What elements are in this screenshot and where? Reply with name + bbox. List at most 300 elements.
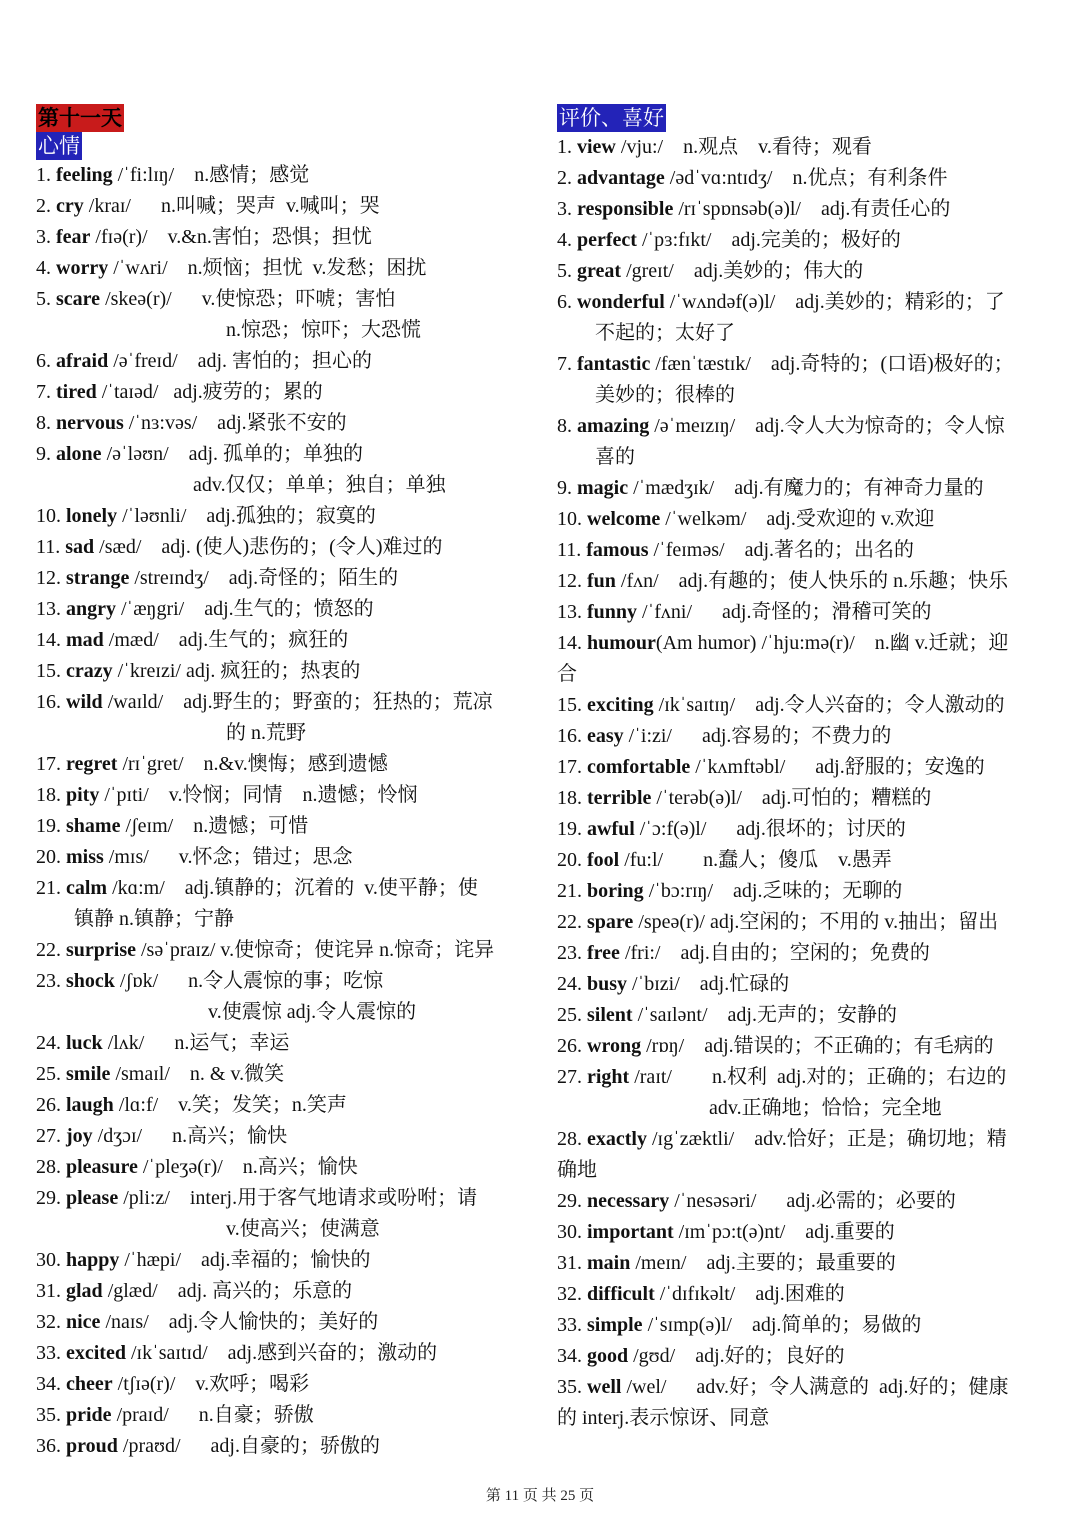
entry-word: exciting (587, 694, 654, 716)
entry-word: responsible (577, 198, 674, 220)
entry-word: boring (587, 880, 644, 902)
entry-word: main (587, 1252, 631, 1274)
vocab-entry (557, 721, 1055, 752)
entry-word: perfect (577, 229, 637, 251)
entry-number: 29. (557, 1190, 582, 1212)
entry-word: amazing (577, 415, 650, 437)
vocab-entry (557, 628, 1055, 659)
entry-definition: /mɪs/ v.怀念；错过；思念 (103, 846, 353, 868)
entry-number: 27. (557, 1066, 582, 1088)
entry-definition: /əˈləʊn/ adj. 孤单的；单独的 (101, 443, 364, 465)
entry-definition: /ˈpɜ:fɪkt/ adj.完美的；极好的 (636, 229, 901, 251)
vocab-entry (557, 1310, 1055, 1341)
entry-number: 19. (36, 815, 61, 837)
vocab-entry (36, 1276, 536, 1307)
entry-word: right (587, 1066, 630, 1088)
entry-number: 20. (557, 849, 582, 871)
entry-number: 27. (36, 1125, 61, 1147)
entry-continuation (36, 997, 536, 1028)
vocab-entry (36, 253, 536, 284)
entry-definition: /raɪt/ n.权利 adj.对的；正确的；右边的 (629, 1066, 1007, 1088)
right-column (557, 104, 1055, 1434)
vocab-entry (36, 842, 536, 873)
vocab-entry (36, 377, 536, 408)
entry-word: famous (586, 539, 649, 561)
entry-definition: /əˈmeɪzɪŋ/ adj.令人大为惊奇的；令人惊 (649, 415, 1005, 437)
entry-number: 14. (36, 629, 61, 651)
entry-definition: /ˈsɪmp(ə)l/ adj.简单的；易做的 (642, 1314, 922, 1336)
entry-number: 6. (36, 350, 51, 372)
entry-number: 11. (557, 539, 582, 561)
entry-number: 28. (557, 1128, 582, 1150)
entry-definition: /ˈbɪzi/ adj.忙碌的 (627, 973, 790, 995)
entry-word: view (577, 136, 616, 158)
entry-number: 17. (36, 753, 61, 775)
entry-continuation-text: adv.正确地；恰恰；完全地 (709, 1097, 942, 1119)
entry-definition: /ˈfi:lɪŋ/ n.感情；感觉 (112, 164, 310, 186)
entry-continuation (557, 1403, 1055, 1434)
vocab-entry (557, 814, 1055, 845)
vocab-entry (557, 535, 1055, 566)
vocab-entry (557, 566, 1055, 597)
entry-definition: /kɑ:m/ adj.镇静的；沉着的 v.使平静；使 (107, 877, 478, 899)
vocab-entry (557, 752, 1055, 783)
entry-number: 12. (36, 567, 61, 589)
vocab-entry (36, 687, 536, 718)
entry-word: humour (587, 632, 656, 654)
entry-definition: /ˈwelkəm/ adj.受欢迎的 v.欢迎 (660, 508, 935, 530)
vocab-entry (557, 876, 1055, 907)
entry-definition: /vju:/ n.观点 v.看待；观看 (615, 136, 872, 158)
entry-word: regret (66, 753, 118, 775)
vocab-entry (36, 284, 536, 315)
entry-definition: /glæd/ adj. 高兴的；乐意的 (102, 1280, 353, 1302)
entry-number: 11. (36, 536, 61, 558)
entry-word: terrible (587, 787, 652, 809)
entry-number: 25. (36, 1063, 61, 1085)
entry-number: 13. (557, 601, 582, 623)
entry-continuation-text: 合 (557, 663, 577, 685)
vocab-entry (36, 811, 536, 842)
entry-definition: /praʊd/ adj.自豪的；骄傲的 (117, 1435, 380, 1457)
entry-number: 24. (36, 1032, 61, 1054)
entry-definition: /əˈfreɪd/ adj. 害怕的；担心的 (108, 350, 373, 372)
entry-word: fool (587, 849, 620, 871)
entry-number: 15. (557, 694, 582, 716)
entry-number: 1. (36, 164, 51, 186)
entry-definition: /ˈterəb(ə)l/ adj.可怕的；糟糕的 (651, 787, 932, 809)
entry-number: 32. (36, 1311, 61, 1333)
entry-word: fantastic (577, 353, 651, 375)
vocab-entry (557, 1279, 1055, 1310)
vocab-entry (36, 780, 536, 811)
vocab-entry (36, 1431, 536, 1462)
entry-definition: /wel/ adv.好；令人满意的 adj.好的；健康 (621, 1376, 1009, 1398)
entry-number: 4. (557, 229, 572, 251)
vocab-entry (36, 1307, 536, 1338)
entry-word: nervous (56, 412, 124, 434)
vocab-entry (557, 1341, 1055, 1372)
entry-number: 1. (557, 136, 572, 158)
entry-number: 30. (36, 1249, 61, 1271)
entry-word: tired (56, 381, 97, 403)
vocab-entry (36, 346, 536, 377)
entry-number: 12. (557, 570, 582, 592)
entry-continuation-text: adv.仅仅；单单；独自；单独 (193, 474, 446, 496)
entry-word: afraid (56, 350, 109, 372)
entry-definition: /fɪə(r)/ v.&n.害怕；恐惧；担忧 (90, 226, 372, 248)
vocab-entry (557, 225, 1055, 256)
entry-word: angry (66, 598, 116, 620)
entry-word: calm (66, 877, 108, 899)
vocab-entry (557, 194, 1055, 225)
word-list-mood (36, 160, 536, 1462)
entry-definition: /ˈnɜ:vəs/ adj.紧张不安的 (123, 412, 347, 434)
entry-definition: /ˈpɪti/ v.怜悯；同情 n.遗憾；怜悯 (99, 784, 418, 806)
entry-number: 14. (557, 632, 582, 654)
entry-number: 36. (36, 1435, 61, 1457)
entry-number: 2. (36, 195, 51, 217)
entry-definition: /ˈbɔ:rɪŋ/ adj.乏味的；无聊的 (643, 880, 903, 902)
entry-definition: /ɪgˈzæktli/ adv.恰好；正是；确切地；精 (646, 1128, 1007, 1150)
entry-definition: /greɪt/ adj.美妙的；伟大的 (621, 260, 864, 282)
entry-number: 35. (557, 1376, 582, 1398)
category-heading-evaluation: 评价、喜好 (559, 106, 664, 130)
page-footer: 第 11 页 共 25 页 (485, 1488, 595, 1504)
vocab-entry (36, 1369, 536, 1400)
vocab-entry (36, 408, 536, 439)
entry-definition: /tʃɪə(r)/ v.欢呼；喝彩 (112, 1373, 310, 1395)
entry-number: 24. (557, 973, 582, 995)
entry-definition: /waɪld/ adj.野生的；野蛮的；狂热的；荒凉 (102, 691, 493, 713)
entry-number: 31. (36, 1280, 61, 1302)
entry-number: 16. (36, 691, 61, 713)
entry-definition: /ɪmˈpɔ:t(ə)nt/ adj.重要的 (673, 1221, 895, 1243)
entry-word: difficult (587, 1283, 655, 1305)
entry-number: 10. (557, 508, 582, 530)
entry-definition: /ˈdɪfɪkəlt/ adj.困难的 (654, 1283, 845, 1305)
vocab-entry (557, 690, 1055, 721)
entry-word: welcome (587, 508, 661, 530)
entry-number: 23. (36, 970, 61, 992)
vocab-entry (557, 1248, 1055, 1279)
entry-word: simple (587, 1314, 643, 1336)
entry-number: 13. (36, 598, 61, 620)
entry-definition: (Am humor) /ˈhju:mə(r)/ n.幽 v.迁就；迎 (655, 632, 1009, 654)
vocab-entry (557, 132, 1055, 163)
entry-number: 29. (36, 1187, 61, 1209)
entry-definition: /fu:l/ n.蠢人；傻瓜 v.愚弄 (619, 849, 892, 871)
entry-definition: /ʃeɪm/ n.遗憾；可惜 (120, 815, 309, 837)
entry-definition: /ˈləʊnli/ adj.孤独的；寂寞的 (117, 505, 376, 527)
entry-definition: /kraɪ/ n.叫喊；哭声 v.喊叫；哭 (83, 195, 380, 217)
entry-number: 7. (36, 381, 51, 403)
entry-continuation-text: v.使震惊 adj.令人震惊的 (208, 1001, 417, 1023)
vocab-entry (36, 1090, 536, 1121)
vocab-entry (36, 1121, 536, 1152)
entry-definition: /ɪkˈsaɪtɪd/ adj.感到兴奋的；激动的 (125, 1342, 438, 1364)
entry-number: 28. (36, 1156, 61, 1178)
entry-definition: /ˈtaɪəd/ adj.疲劳的；累的 (96, 381, 323, 403)
vocab-entry (36, 625, 536, 656)
entry-continuation (557, 442, 1055, 473)
entry-word: proud (66, 1435, 118, 1457)
day-title: 第十一天 (38, 106, 122, 130)
entry-definition: /ədˈvɑ:ntɪdʒ/ n.优点；有利条件 (664, 167, 948, 189)
entry-continuation-text: 美妙的；很棒的 (595, 384, 735, 406)
vocab-entry (557, 938, 1055, 969)
entry-word: pleasure (66, 1156, 138, 1178)
entry-continuation (36, 904, 536, 935)
entry-word: good (587, 1345, 629, 1367)
vocab-entry (36, 1338, 536, 1369)
entry-number: 25. (557, 1004, 582, 1026)
entry-definition: /gʊd/ adj.好的；良好的 (628, 1345, 845, 1367)
vocab-entry (557, 504, 1055, 535)
entry-word: please (66, 1187, 119, 1209)
entry-definition: /ˈi:zi/ adj.容易的；不费力的 (623, 725, 892, 747)
vocab-entry (36, 563, 536, 594)
vocab-entry (557, 1062, 1055, 1093)
entry-number: 5. (36, 288, 51, 310)
entry-word: spare (587, 911, 634, 933)
left-column (36, 104, 536, 1462)
entry-word: important (587, 1221, 674, 1243)
entry-definition: /smaɪl/ n. & v.微笑 (110, 1063, 285, 1085)
vocab-entry (557, 1031, 1055, 1062)
entry-definition: /mæd/ adj.生气的；疯狂的 (103, 629, 349, 651)
entry-number: 34. (36, 1373, 61, 1395)
entry-word: free (587, 942, 620, 964)
entry-continuation-text: 镇静 n.镇静；宁静 (74, 908, 234, 930)
entry-definition: /ˈnesəsəri/ adj.必需的；必要的 (669, 1190, 956, 1212)
vocab-entry (36, 966, 536, 997)
entry-number: 17. (557, 756, 582, 778)
entry-word: silent (587, 1004, 633, 1026)
vocab-entry (557, 349, 1055, 380)
entry-continuation-text: 喜的 (595, 446, 635, 468)
vocab-entry (557, 256, 1055, 287)
entry-word: pride (66, 1404, 112, 1426)
entry-word: advantage (577, 167, 665, 189)
entry-definition: /ˈpleʒə(r)/ n.高兴；愉快 (137, 1156, 358, 1178)
vocab-entry (557, 163, 1055, 194)
entry-definition: /naɪs/ adj.令人愉快的；美好的 (100, 1311, 379, 1333)
entry-definition: /skeə(r)/ v.使惊恐；吓唬；害怕 (100, 288, 396, 310)
vocab-entry (36, 532, 536, 563)
entry-word: luck (66, 1032, 103, 1054)
entry-definition: /rɪˈgret/ n.&v.懊悔；感到遗憾 (117, 753, 388, 775)
entry-definition: /ɪkˈsaɪtɪŋ/ adj.令人兴奋的；令人激动的 (653, 694, 1005, 716)
entry-word: shock (66, 970, 115, 992)
entry-continuation-text: 的 n.荒野 (226, 722, 306, 744)
entry-word: awful (587, 818, 635, 840)
entry-number: 30. (557, 1221, 582, 1243)
entry-number: 10. (36, 505, 61, 527)
entry-word: shame (66, 815, 121, 837)
entry-word: wrong (587, 1035, 642, 1057)
vocab-entry (36, 935, 536, 966)
vocab-entry (36, 1059, 536, 1090)
entry-word: glad (66, 1280, 103, 1302)
entry-word: joy (66, 1125, 93, 1147)
entry-number: 26. (36, 1094, 61, 1116)
entry-number: 3. (36, 226, 51, 248)
entry-definition: /pli:z/ interj.用于客气地请求或吩咐；请 (118, 1187, 478, 1209)
vocab-entry (557, 845, 1055, 876)
entry-word: cry (56, 195, 84, 217)
entry-word: funny (587, 601, 638, 623)
entry-number: 33. (36, 1342, 61, 1364)
entry-definition: /meɪn/ adj.主要的；最重要的 (630, 1252, 896, 1274)
vocab-entry (36, 160, 536, 191)
entry-number: 33. (557, 1314, 582, 1336)
entry-word: sad (65, 536, 95, 558)
entry-definition: /ˈɔ:f(ə)l/ adj.很坏的；讨厌的 (634, 818, 906, 840)
entry-word: fun (587, 570, 616, 592)
entry-number: 8. (557, 415, 572, 437)
entry-word: laugh (66, 1094, 114, 1116)
entry-word: busy (587, 973, 628, 995)
entry-definition: /ˈhæpi/ adj.幸福的；愉快的 (119, 1249, 371, 1271)
entry-word: necessary (587, 1190, 670, 1212)
entry-number: 32. (557, 1283, 582, 1305)
entry-word: scare (56, 288, 101, 310)
entry-number: 9. (36, 443, 51, 465)
entry-number: 6. (557, 291, 572, 313)
entry-number: 22. (36, 939, 61, 961)
word-list-evaluation (557, 132, 1055, 1434)
entry-word: lonely (66, 505, 118, 527)
entry-definition: /speə(r)/ adj.空闲的；不用的 v.抽出；留出 (633, 911, 999, 933)
entry-continuation (557, 1093, 1055, 1124)
vocab-entry (36, 501, 536, 532)
vocab-entry (557, 1217, 1055, 1248)
entry-number: 15. (36, 660, 61, 682)
entry-definition: /lʌk/ n.运气；幸运 (102, 1032, 290, 1054)
entry-word: feeling (56, 164, 113, 186)
entry-number: 4. (36, 257, 51, 279)
entry-definition: /rɒŋ/ adj.错误的；不正确的；有毛病的 (641, 1035, 994, 1057)
vocab-entry (557, 287, 1055, 318)
entry-definition: /ˈsaɪlənt/ adj.无声的；安静的 (632, 1004, 897, 1026)
entry-word: great (577, 260, 622, 282)
vocab-entry (557, 783, 1055, 814)
entry-word: exactly (587, 1128, 647, 1150)
entry-number: 26. (557, 1035, 582, 1057)
entry-number: 2. (557, 167, 572, 189)
entry-number: 3. (557, 198, 572, 220)
entry-word: happy (66, 1249, 120, 1271)
entry-definition: /sæd/ adj. (使人)悲伤的；(令人)难过的 (94, 536, 443, 558)
entry-number: 21. (557, 880, 582, 902)
vocab-entry (36, 594, 536, 625)
entry-continuation-text: n.惊恐；惊吓；大恐慌 (226, 319, 421, 341)
entry-word: excited (66, 1342, 126, 1364)
entry-continuation (36, 1214, 536, 1245)
entry-continuation (557, 318, 1055, 349)
entry-word: alone (56, 443, 102, 465)
entry-definition: /ˈfʌni/ adj.奇怪的；滑稽可笑的 (637, 601, 932, 623)
entry-definition: /praɪd/ n.自豪；骄傲 (111, 1404, 314, 1426)
entry-word: surprise (66, 939, 136, 961)
entry-number: 23. (557, 942, 582, 964)
entry-number: 31. (557, 1252, 582, 1274)
vocab-entry (557, 1186, 1055, 1217)
entry-continuation (36, 718, 536, 749)
entry-definition: /ˈwʌndəf(ə)l/ adj.美妙的；精彩的；了 (664, 291, 1005, 313)
entry-word: cheer (66, 1373, 113, 1395)
entry-definition: /rɪˈspɒnsəb(ə)l/ adj.有责任心的 (673, 198, 951, 220)
entry-word: miss (66, 846, 104, 868)
entry-number: 5. (557, 260, 572, 282)
vocab-entry (36, 873, 536, 904)
entry-definition: /ʃɒk/ n.令人震惊的事；吃惊 (114, 970, 384, 992)
vocab-entry (557, 969, 1055, 1000)
entry-continuation (557, 659, 1055, 690)
entry-number: 35. (36, 1404, 61, 1426)
entry-continuation-text: v.使高兴；使满意 (226, 1218, 380, 1240)
entry-number: 20. (36, 846, 61, 868)
category-heading-mood: 心情 (38, 134, 80, 158)
entry-word: easy (587, 725, 624, 747)
entry-definition: /fri:/ adj.自由的；空闲的；免费的 (619, 942, 930, 964)
entry-word: wonderful (577, 291, 665, 313)
entry-definition: /dʒɔɪ/ n.高兴；愉快 (92, 1125, 288, 1147)
entry-word: smile (66, 1063, 111, 1085)
entry-word: fear (56, 226, 91, 248)
entry-number: 18. (36, 784, 61, 806)
entry-definition: /ˈmædʒɪk/ adj.有魔力的；有神奇力量的 (628, 477, 984, 499)
entry-word: wild (66, 691, 103, 713)
entry-definition: /streɪndʒ/ adj.奇怪的；陌生的 (129, 567, 399, 589)
vocab-entry (36, 749, 536, 780)
entry-number: 34. (557, 1345, 582, 1367)
entry-number: 7. (557, 353, 572, 375)
entry-number: 19. (557, 818, 582, 840)
entry-number: 8. (36, 412, 51, 434)
vocab-entry (557, 411, 1055, 442)
entry-definition: /fʌn/ adj.有趣的；使人快乐的 n.乐趣；快乐 (615, 570, 1009, 592)
entry-number: 9. (557, 477, 572, 499)
entry-definition: /lɑ:f/ v.笑；发笑；n.笑声 (113, 1094, 347, 1116)
vocab-entry (36, 1245, 536, 1276)
vocab-entry (557, 907, 1055, 938)
entry-word: magic (577, 477, 629, 499)
vocab-entry (36, 656, 536, 687)
vocab-entry (36, 1183, 536, 1214)
entry-continuation-text: 不起的；太好了 (595, 322, 735, 344)
entry-continuation (36, 315, 536, 346)
vocab-entry (36, 1400, 536, 1431)
entry-word: strange (66, 567, 130, 589)
entry-definition: /ˈkʌmftəbl/ adj.舒服的；安逸的 (690, 756, 985, 778)
vocab-entry (557, 597, 1055, 628)
entry-definition: /ˈwʌri/ n.烦恼；担忧 v.发愁；困扰 (108, 257, 427, 279)
entry-continuation (557, 1155, 1055, 1186)
entry-word: nice (66, 1311, 101, 1333)
entry-word: crazy (66, 660, 113, 682)
entry-word: pity (66, 784, 100, 806)
vocab-entry (557, 473, 1055, 504)
vocab-entry (36, 1028, 536, 1059)
entry-definition: /səˈpraɪz/ v.使惊奇；使诧异 n.惊奇；诧异 (136, 939, 495, 961)
entry-word: mad (66, 629, 104, 651)
entry-word: comfortable (587, 756, 691, 778)
entry-word: worry (56, 257, 109, 279)
entry-number: 22. (557, 911, 582, 933)
vocab-entry (557, 1372, 1055, 1403)
